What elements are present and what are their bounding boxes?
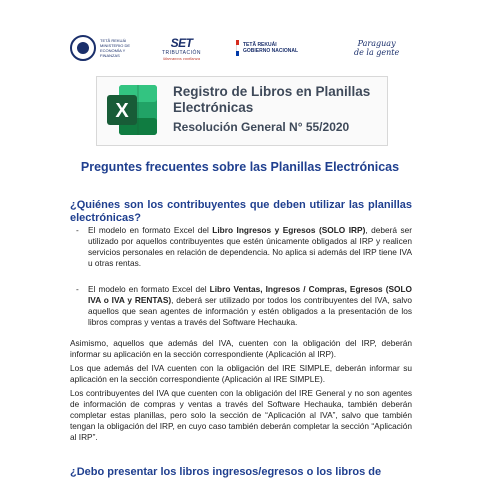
bullet-text-pre: El modelo en formato Excel del (88, 284, 210, 294)
bullet-text-pre: El modelo en formato Excel del (88, 225, 213, 235)
gobierno-line2: GOBIERNO NACIONAL (243, 48, 298, 54)
paraguay-logo (354, 30, 399, 66)
bullet-item-iva (76, 284, 412, 328)
paragraph-irp: Asimismo, aquellos que además del IVA, cuenten con la obligación del IRP, deberán informar su aplicación en la sección correspondiente (Aplicación al IRP). (70, 338, 412, 359)
flag-icon (236, 40, 239, 56)
set-logo-sub: TRIBUTACIÓN (162, 49, 202, 56)
bullet-text-bold: Libro Ventas, Ingresos / Compras, Egresos (SOLO IVA o IVA y RENTAS) (88, 284, 412, 305)
set-logo-tagline: Marcamos confianza (163, 55, 200, 61)
bullet-text-post: , deberá ser utilizado por todos los contribuyentes del IVA, salvo aquellos que sean agentes de información y estén obligados a la presentación de los libros compras y ventas a través del Software Hechauka. (88, 295, 412, 327)
set-logo (162, 30, 201, 66)
ministry-logo (70, 30, 140, 66)
gobierno-logo (236, 30, 298, 66)
header-logos (0, 30, 480, 66)
bullet-text-post: , deberá ser utilizado por aquellos contribuyentes que estén únicamente obligados al IRP y realicen servicios personales en relación de dependencia. No aplica si además del IRP tiene IVA u otras rentas. (88, 225, 412, 268)
question-2: ¿Debo presentar los libros ingresos/egresos o los libros de (70, 466, 382, 478)
paraguay-line1: Paraguay (357, 39, 396, 48)
paragraph-ire-simple: Los que además del IVA cuenten con la obligación del IRE SIMPLE, deberán informar su aplicación en la sección correspondiente (Aplicación al IRE SIMPLE). (70, 363, 412, 384)
paragraph-ire-general: Los contribuyentes del IVA que cuenten con la obligación del IRE General y no son agentes de información de compras y ventas a través del Software Hechauka, también deberán completar estas planillas, pero solo la sección de “Aplicación al IVA”, salvo que también tengan la obligación del IRP, en cuyo caso también deberán completar la sección “Aplicación al IRP”. (70, 388, 412, 442)
page-heading: Preguntes frecuentes sobre las Planillas Electrónicas (80, 160, 400, 174)
ministry-logo-text: TETÃ REKUÁI MINISTERIO DE ECONOMÍA Y FINANZAS (100, 38, 131, 58)
gobierno-line1: TETÃ REKUÁI (243, 42, 277, 48)
paraguay-line2: de la gente (354, 48, 400, 57)
bullet-item-irp (76, 225, 412, 269)
title-banner (96, 76, 388, 146)
bullet-dash: - (76, 284, 79, 294)
bullet-text-bold: Libro Ingresos y Egresos (SOLO IRP) (212, 225, 366, 235)
question-1: ¿Quiénes son los contribuyentes que deben utilizar las planillas electrónicas? (70, 199, 412, 224)
banner-resolution: Resolución General N° 55/2020 (173, 120, 350, 134)
set-logo-mark: SET (170, 35, 193, 50)
excel-icon-letter: X (115, 100, 129, 122)
excel-icon (103, 81, 161, 139)
national-seal-icon (70, 35, 96, 61)
bullet-dash: - (76, 225, 79, 235)
banner-title: Registro de Libros en Planillas Electrónicas (173, 84, 371, 115)
